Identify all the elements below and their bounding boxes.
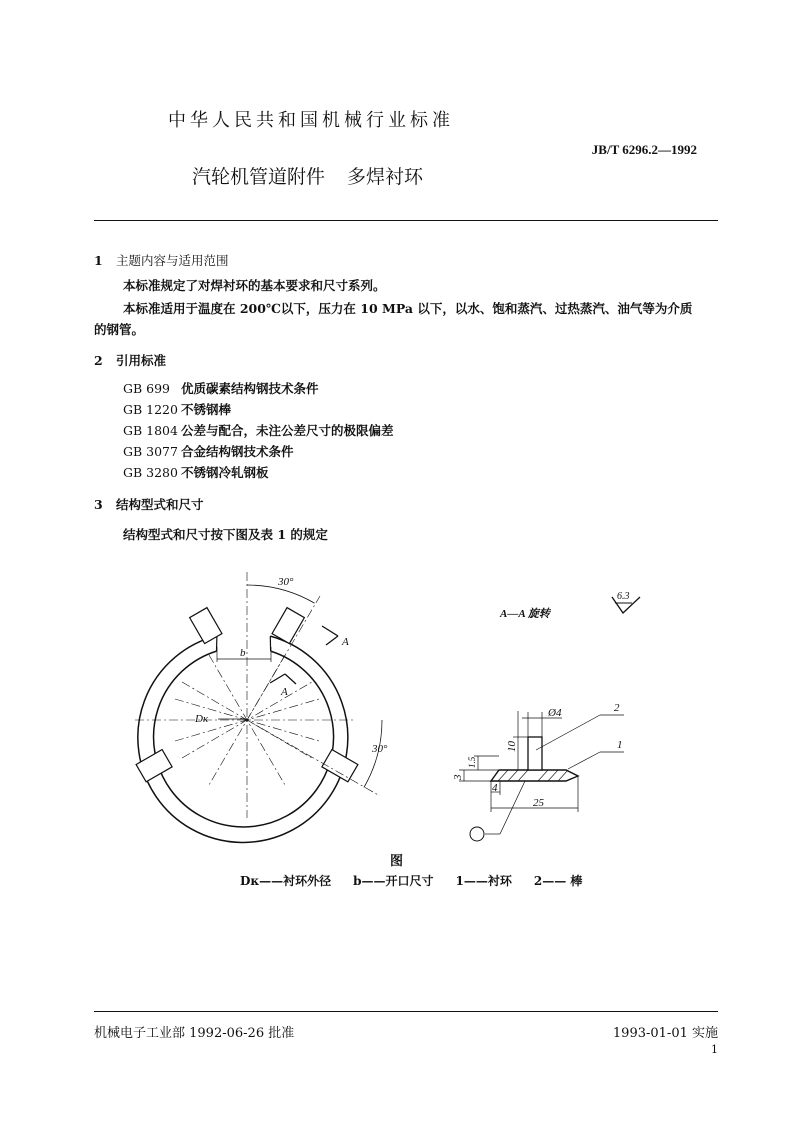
- section-1-paragraph-1: 本标准规定了对焊衬环的基本要求和尺寸系列。: [123, 278, 386, 293]
- roughness-value: 6.3: [617, 591, 630, 602]
- dim-15-label: 1.5: [467, 756, 477, 768]
- reference-code: GB 3280: [123, 465, 178, 480]
- legend-b: b——开口尺寸: [353, 874, 434, 888]
- section-mark-top: [322, 626, 338, 636]
- reference-name: 不锈钢棒: [181, 402, 232, 417]
- approval-line: 机械电子工业部 1992-06-26 批准: [94, 1026, 295, 1041]
- section-rod: [528, 737, 542, 770]
- reference-item: [123, 399, 394, 420]
- reference-code: GB 1804: [123, 423, 178, 438]
- reference-name: 合金结构钢技术条件: [181, 444, 294, 459]
- part-2-label: 2: [614, 702, 620, 714]
- reference-name: 不锈钢冷轧钢板: [181, 465, 269, 480]
- section-2-number: 2: [94, 353, 103, 368]
- legend-part-2: 2—— 棒: [533, 874, 583, 888]
- section-3-number: 3: [94, 497, 103, 512]
- ring-drawing: [0, 560, 793, 850]
- dim-10-label: 10: [506, 741, 518, 752]
- reference-item: [123, 420, 394, 441]
- part-1-label: 1: [617, 739, 623, 751]
- weld-symbol: [470, 827, 484, 841]
- reference-name: 公差与配合，未注公差尺寸的极限偏差: [181, 423, 394, 438]
- reference-item: [123, 462, 394, 483]
- title-sub: 多焊衬环: [347, 166, 424, 188]
- section-label-a2: A: [281, 686, 288, 698]
- dim-4-label: 4: [492, 782, 498, 794]
- effective-date: 1993-01-01 实施: [612, 1026, 718, 1041]
- section-label-a: A: [342, 636, 349, 648]
- header-rule: [94, 220, 718, 221]
- issuing-org: 中华人民共和国机械行业标准: [168, 110, 454, 131]
- reference-code: GB 1220: [123, 402, 178, 417]
- reference-code: GB 3077: [123, 444, 178, 459]
- angle-top-label: 30°: [278, 576, 294, 588]
- reference-item: [123, 378, 394, 399]
- figure-legend: [240, 872, 604, 889]
- gap-label: b: [240, 647, 246, 659]
- ring-outer-arc: [138, 636, 348, 843]
- section-3-paragraph: 结构型式和尺寸按下图及表 1 的规定: [123, 527, 328, 542]
- dim-25-label: 25: [533, 797, 544, 809]
- page-number: 1: [711, 1043, 718, 1056]
- angle-right-label: 30°: [372, 743, 388, 755]
- section-1-heading: [94, 251, 229, 269]
- document-title: [192, 162, 423, 189]
- standard-code: JB/T 6296.2—1992: [591, 142, 697, 157]
- section-2-title: 引用标准: [116, 353, 167, 368]
- reference-list: [123, 378, 394, 483]
- section-1-number: 1: [94, 253, 103, 268]
- rod-left-bottom: [136, 750, 172, 782]
- section-3-heading: [94, 495, 204, 513]
- title-main: 汽轮机管道附件: [192, 166, 326, 188]
- section-1-title: 主题内容与适用范围: [116, 253, 229, 268]
- section-3-title: 结构型式和尺寸: [116, 497, 204, 512]
- footer-rule: [94, 1011, 718, 1012]
- section-ring-profile: [491, 770, 578, 781]
- reference-name: 优质碳素结构钢技术条件: [181, 381, 319, 396]
- section-2-heading: [94, 351, 166, 369]
- legend-part-1: 1——衬环: [455, 874, 512, 888]
- reference-item: [123, 441, 394, 462]
- diameter-label: Dк: [195, 713, 209, 725]
- dim-phi-label: Ø4: [548, 707, 562, 719]
- dim-3-label: 3: [452, 774, 464, 780]
- section-mark-bottom: [270, 674, 285, 683]
- ring-inner-arc: [154, 651, 334, 827]
- center-lines: [135, 572, 380, 818]
- figure-caption: 图: [389, 854, 403, 869]
- section-1-paragraph-2-cont: 的钢管。: [94, 322, 145, 337]
- legend-dk: Dк——衬环外径: [240, 874, 332, 888]
- section-1-paragraph-2: 本标准适用于温度在 200℃以下，压力在 10 MPa 以下，以水、饱和蒸汽、过热蒸汽、油气等为介质: [123, 301, 693, 316]
- section-view-title: A—A 旋转: [500, 608, 550, 620]
- reference-code: GB 699: [123, 381, 171, 396]
